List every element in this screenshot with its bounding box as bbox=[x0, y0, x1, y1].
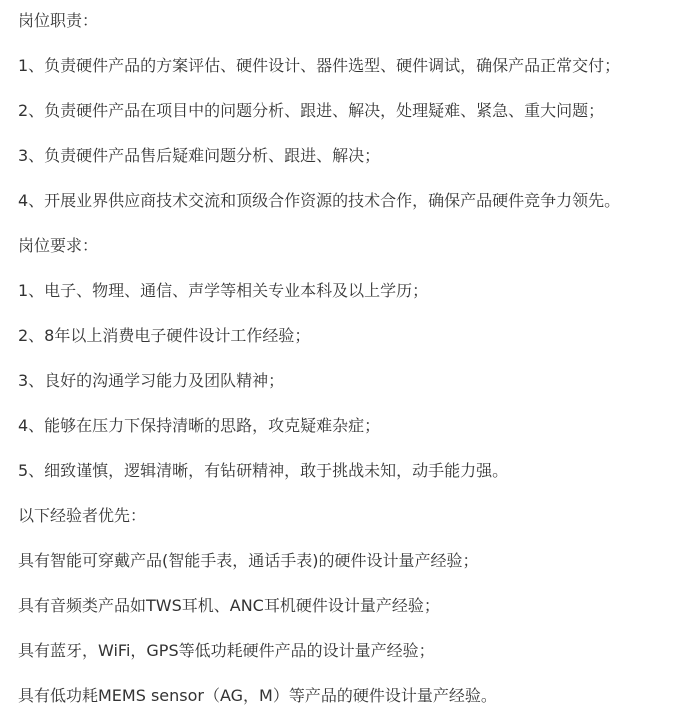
section-heading-responsibilities: 岗位职责： bbox=[18, 11, 99, 30]
requirement-item-4: 4、能够在压力下保持清晰的思路，攻克疑难杂症； bbox=[18, 416, 381, 435]
requirement-item-5: 5、细致谨慎，逻辑清晰，有钻研精神，敢于挑战未知，动手能力强。 bbox=[18, 461, 509, 480]
preferred-item-3: 具有蓝牙，WiFi，GPS等低功耗硬件产品的设计量产经验； bbox=[18, 641, 435, 660]
requirement-item-3: 3、良好的沟通学习能力及团队精神； bbox=[18, 371, 285, 390]
section-heading-preferred: 以下经验者优先： bbox=[18, 506, 147, 525]
requirement-item-1: 1、电子、物理、通信、声学等相关专业本科及以上学历； bbox=[18, 281, 429, 300]
section-heading-requirements: 岗位要求： bbox=[18, 236, 99, 255]
responsibility-item-4: 4、开展业界供应商技术交流和顶级合作资源的技术合作，确保产品硬件竞争力领先。 bbox=[18, 191, 621, 210]
responsibility-item-1: 1、负责硬件产品的方案评估、硬件设计、器件选型、硬件调试，确保产品正常交付； bbox=[18, 56, 621, 75]
preferred-item-1: 具有智能可穿戴产品(智能手表，通话手表)的硬件设计量产经验； bbox=[18, 551, 479, 570]
preferred-item-4: 具有低功耗MEMS sensor（AG，M）等产品的硬件设计量产经验。 bbox=[18, 686, 497, 705]
requirement-item-2: 2、8年以上消费电子硬件设计工作经验； bbox=[18, 326, 311, 345]
responsibility-item-2: 2、负责硬件产品在项目中的问题分析、跟进、解决，处理疑难、紧急、重大问题； bbox=[18, 101, 605, 120]
preferred-item-2: 具有音频类产品如TWS耳机、ANC耳机硬件设计量产经验； bbox=[18, 596, 440, 615]
responsibility-item-3: 3、负责硬件产品售后疑难问题分析、跟进、解决； bbox=[18, 146, 381, 165]
